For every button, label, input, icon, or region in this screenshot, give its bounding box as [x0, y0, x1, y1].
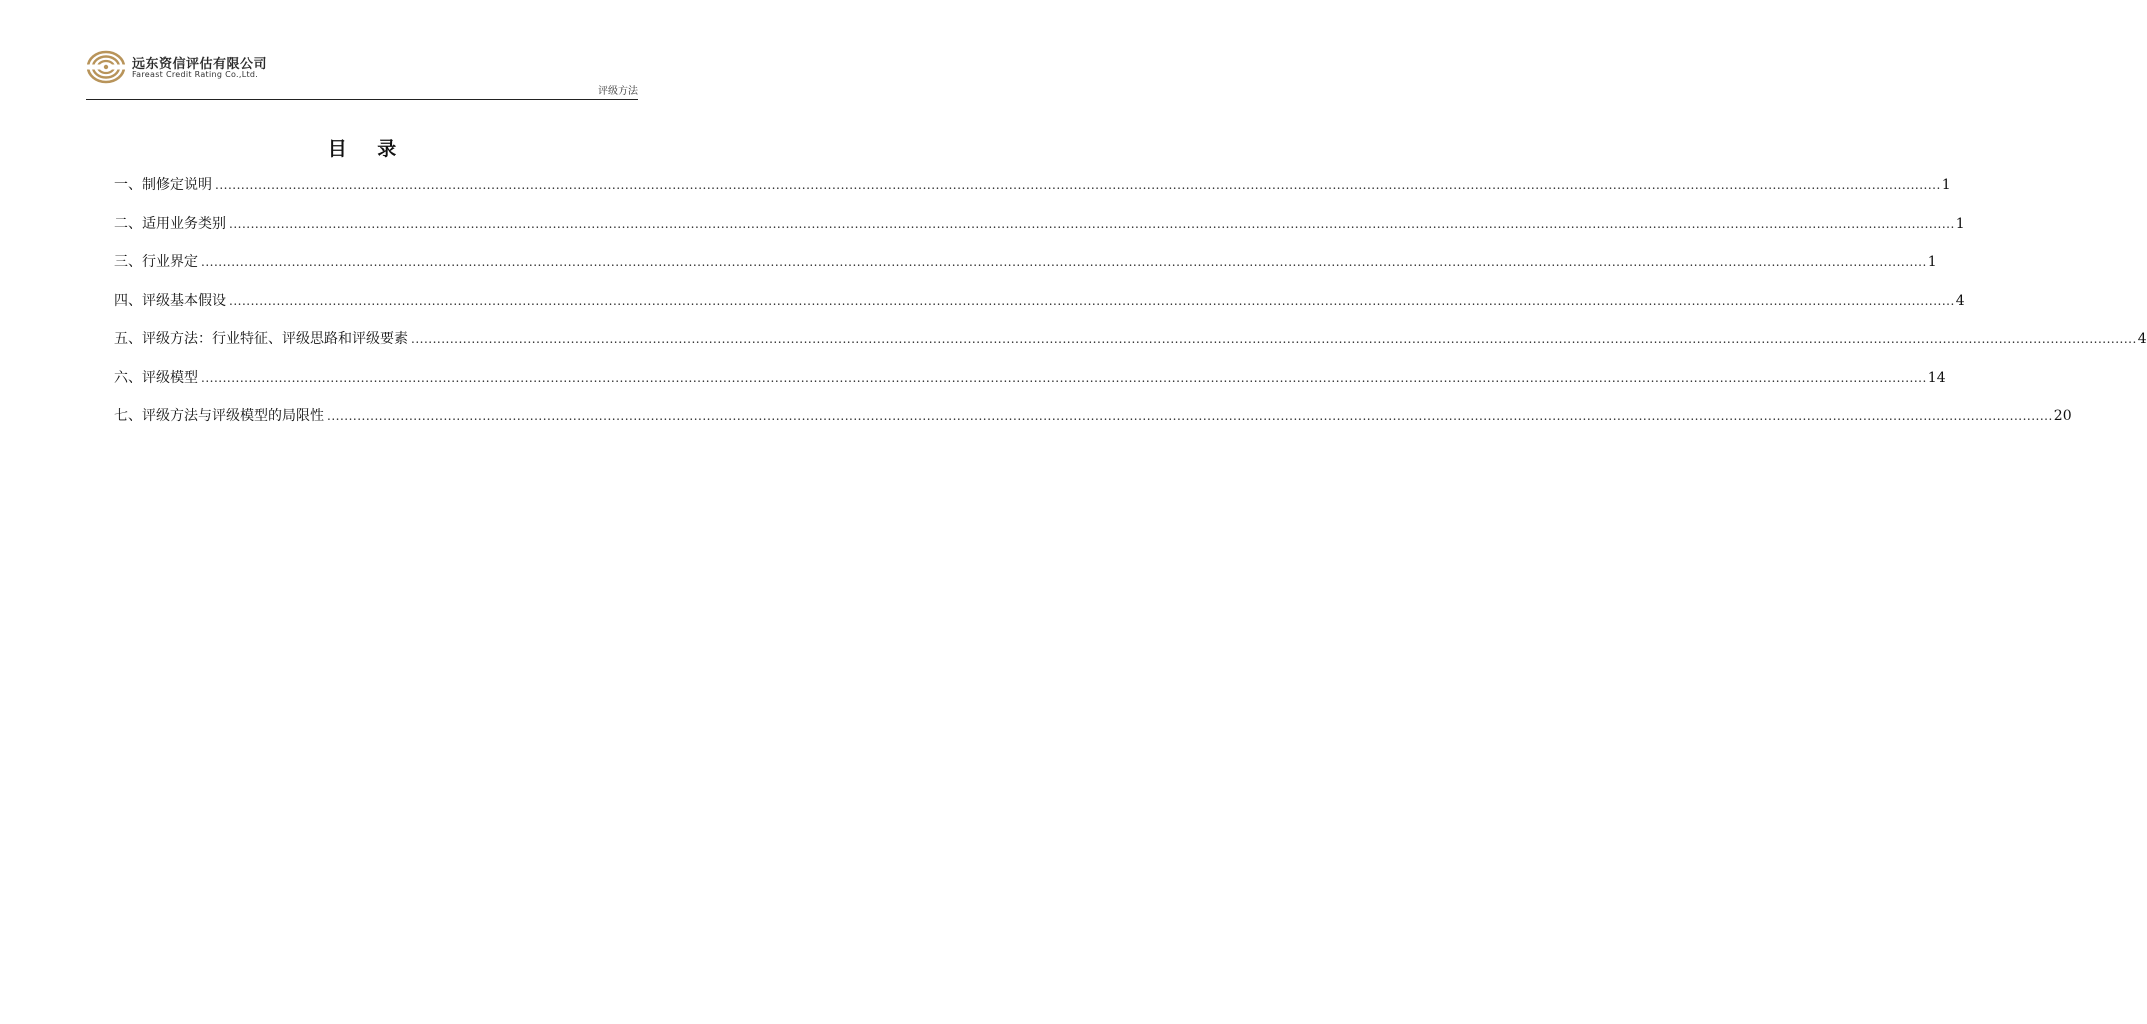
- toc-entry-label: 七、评级方法与评级模型的局限性: [114, 408, 324, 424]
- toc-entry-label: 三、行业界定: [114, 254, 198, 270]
- toc-leader-dots: ................................................................................................................................................................................................................................................................................................................................................................................................................: [229, 216, 1955, 231]
- toc-leader-dots: ................................................................................................................................................................................................................................................................................................................................................................................................................: [201, 255, 1927, 269]
- toc-entry-page: 1: [1927, 254, 1937, 270]
- toc-entry-label: 四、评级基本假设: [114, 292, 226, 309]
- toc-leader-dots: ................................................................................................................................................................................................................................................................................................................................................................................................................: [229, 293, 1955, 308]
- toc-entry[interactable]: [114, 328, 2147, 367]
- toc-leader-dots: ................................................................................................................................................................................................................................................................................................................................................................................................................: [327, 409, 2053, 423]
- toc-entry-page: 14: [1927, 369, 1946, 386]
- toc-entry-label: 二、适用业务类别: [114, 215, 226, 232]
- toc-entry-label: 五、评级方法：行业特征、评级思路和评级要素: [114, 331, 408, 347]
- toc-entry-label: 六、评级模型: [114, 369, 198, 386]
- concentric-arcs-logo-icon: [86, 50, 126, 84]
- toc-leader-dots: ................................................................................................................................................................................................................................................................................................................................................................................................................: [215, 178, 1941, 192]
- toc-entry-page: 20: [2053, 408, 2072, 424]
- toc-entry[interactable]: [114, 213, 1965, 252]
- toc-entry[interactable]: [114, 251, 1937, 290]
- toc-entry-page: 4: [1955, 292, 1965, 309]
- toc-entry[interactable]: [114, 367, 1946, 406]
- toc-entry-page: 1: [1941, 177, 1951, 193]
- toc-leader-dots: ................................................................................................................................................................................................................................................................................................................................................................................................................: [411, 332, 2137, 346]
- toc-entry-page: 4: [2137, 331, 2147, 347]
- toc-entry[interactable]: [114, 290, 1965, 329]
- company-name-cn: 远东资信评估有限公司: [132, 57, 268, 72]
- company-name-en: Fareast Credit Rating Co.,Ltd.: [132, 70, 259, 79]
- toc-entry[interactable]: [114, 405, 2072, 444]
- toc-entry[interactable]: [114, 174, 1951, 213]
- toc-title: 目 录: [327, 138, 409, 160]
- page-header: [86, 48, 638, 102]
- toc-entry-page: 1: [1955, 215, 1965, 232]
- table-of-contents: [114, 174, 2147, 444]
- toc-leader-dots: ................................................................................................................................................................................................................................................................................................................................................................................................................: [201, 370, 1927, 385]
- company-logo: [86, 48, 268, 86]
- header-divider: [86, 99, 638, 100]
- toc-entry-label: 一、制修定说明: [114, 177, 212, 193]
- section-title: 评级方法: [598, 86, 638, 97]
